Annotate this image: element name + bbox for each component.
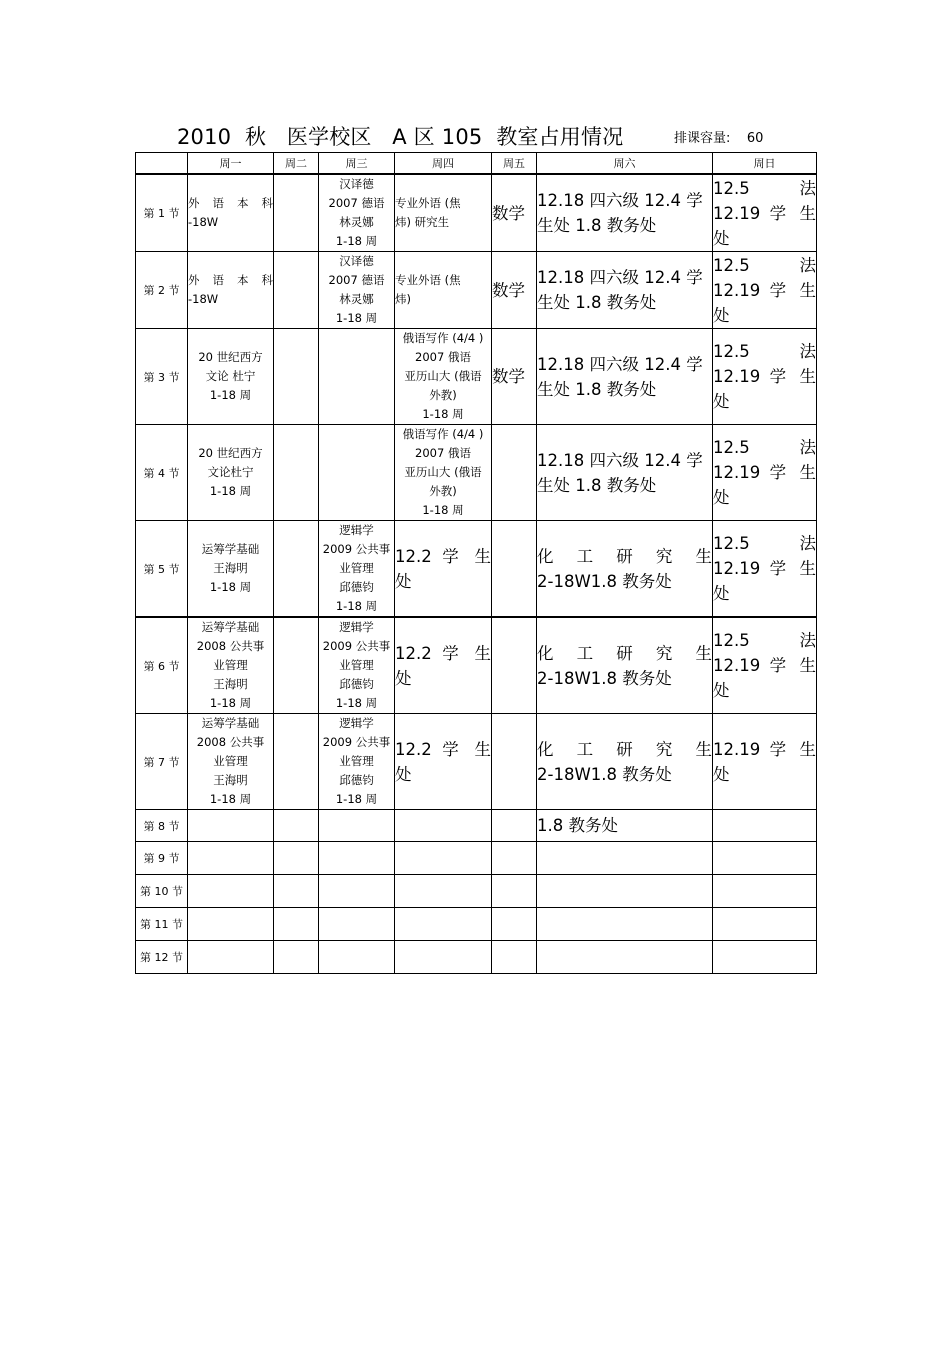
period-label: 第 4 节: [136, 425, 188, 521]
cell-wed: 逻辑学 2009 公共事 业管理 邱德钧 1-18 周: [319, 714, 395, 810]
cell-mon: 运筹学基础 2008 公共事 业管理 王海明 1-18 周: [188, 714, 274, 810]
cell-sun: [713, 617, 817, 714]
cell-line: 2-18W1.8 教务处: [537, 764, 672, 784]
table-row: [136, 425, 817, 521]
cell-fri: [492, 908, 537, 941]
cell-line: 2-18W1.8 教务处: [537, 571, 672, 591]
header-thu: 周四: [395, 153, 492, 175]
cell-sun: [713, 329, 817, 425]
period-label: 第 8 节: [136, 810, 188, 842]
cell-mon: [188, 908, 274, 941]
cell-fri: 数学: [492, 174, 537, 252]
cell-line: 处: [713, 305, 730, 325]
cell-thu: [395, 521, 492, 618]
cell-line: 处: [713, 584, 730, 603]
schedule-table: [135, 152, 817, 974]
cell-line: 处: [713, 764, 730, 784]
period-label: 第 12 节: [136, 941, 188, 974]
cell-sat: 12.18 四六级 12.4 学生处 1.8 教务处: [537, 174, 713, 252]
cell-fri: [492, 941, 537, 974]
cell-sat: 12.18 四六级 12.4 学生处 1.8 教务处: [537, 252, 713, 329]
table-row: [136, 174, 817, 252]
capacity-label: 排课容量: 60: [674, 131, 764, 146]
cell-thu: [395, 941, 492, 974]
cell-sat: [537, 714, 713, 810]
cell-line: 12.2 学 生: [395, 739, 491, 759]
cell-line: 12.2 学 生: [395, 643, 491, 663]
cell-sun: [713, 714, 817, 810]
cell-fri: [492, 617, 537, 714]
cell-tue: [274, 941, 319, 974]
cell-sun: [713, 875, 817, 908]
cell-wed: [319, 875, 395, 908]
cell-line: 12.19 学 生: [713, 280, 816, 300]
cell-mon: 运筹学基础 王海明 1-18 周: [188, 521, 274, 618]
cell-fri: [492, 425, 537, 521]
header-sun: 周日: [713, 153, 817, 175]
cell-wed: [319, 810, 395, 842]
cell-line: 化 工 研 究 生: [537, 643, 712, 663]
cell-line: 12.5 法: [713, 631, 816, 650]
cell-thu: 俄语写作 (4/4 ) 2007 俄语 亚历山大 (俄语 外教) 1-18 周: [395, 425, 492, 521]
table-row: [136, 617, 817, 714]
cell-line: 12.19 学 生: [713, 463, 816, 482]
cell-line: 处: [713, 488, 730, 507]
table-row: [136, 941, 817, 974]
cell-mon: [188, 875, 274, 908]
cell-sun: [713, 842, 817, 875]
period-label: 第 5 节: [136, 521, 188, 618]
header-mon: 周一: [188, 153, 274, 175]
cell-wed: 逻辑学 2009 公共事 业管理 邱德钧 1-18 周: [319, 617, 395, 714]
cell-line: 外 语 本 科: [188, 273, 273, 287]
cell-line: 外 语 本 科: [188, 196, 273, 210]
cell-line: 12.5 法: [713, 342, 816, 361]
cell-thu: [395, 908, 492, 941]
header-row: [136, 153, 817, 175]
cell-line: 处: [395, 668, 412, 688]
cell-thu: [395, 810, 492, 842]
cell-thu: 俄语写作 (4/4 ) 2007 俄语 亚历山大 (俄语 外教) 1-18 周: [395, 329, 492, 425]
cell-tue: [274, 908, 319, 941]
cell-sat: [537, 842, 713, 875]
header-wed: 周三: [319, 153, 395, 175]
cell-mon: [188, 174, 274, 252]
period-label: 第 2 节: [136, 252, 188, 329]
cell-line: 12.19 学 生: [713, 656, 816, 675]
cell-sun: [713, 908, 817, 941]
cell-thu: [395, 842, 492, 875]
cell-wed: 汉译德 2007 德语 林灵娜 1-18 周: [319, 252, 395, 329]
cell-line: 处: [713, 392, 730, 411]
cell-mon: [188, 941, 274, 974]
cell-tue: [274, 842, 319, 875]
period-label: 第 3 节: [136, 329, 188, 425]
cell-line: 12.5 法: [713, 178, 816, 198]
cell-tue: [274, 617, 319, 714]
cell-tue: [274, 521, 319, 618]
cell-line: 炜): [395, 292, 411, 306]
cell-tue: [274, 425, 319, 521]
cell-line: 处: [713, 228, 730, 248]
cell-sun: [713, 252, 817, 329]
cell-line: 处: [395, 571, 412, 591]
table-row: [136, 714, 817, 810]
cell-sat: 12.18 四六级 12.4 学生处 1.8 教务处: [537, 329, 713, 425]
cell-sat: [537, 875, 713, 908]
cell-thu: [395, 875, 492, 908]
cell-thu: [395, 617, 492, 714]
cell-line: 12.2 学 生: [395, 546, 491, 566]
cell-wed: [319, 842, 395, 875]
cell-tue: [274, 174, 319, 252]
cell-tue: [274, 714, 319, 810]
cell-wed: [319, 425, 395, 521]
cell-line: 炜) 研究生: [395, 215, 450, 229]
cell-fri: 数学: [492, 329, 537, 425]
cell-fri: [492, 521, 537, 618]
cell-line: 专业外语 (焦: [395, 273, 461, 287]
period-label: 第 6 节: [136, 617, 188, 714]
cell-mon: 运筹学基础 2008 公共事 业管理 王海明 1-18 周: [188, 617, 274, 714]
cell-fri: [492, 875, 537, 908]
cell-line: 处: [395, 764, 412, 784]
period-label: 第 10 节: [136, 875, 188, 908]
header-tue: 周二: [274, 153, 319, 175]
cell-tue: [274, 810, 319, 842]
period-label: 第 9 节: [136, 842, 188, 875]
cell-sat: 1.8 教务处: [537, 810, 713, 842]
table-row: [136, 521, 817, 618]
table-row: [136, 842, 817, 875]
header-fri: 周五: [492, 153, 537, 175]
cell-wed: 汉译德 2007 德语 林灵娜 1-18 周: [319, 174, 395, 252]
table-row: [136, 810, 817, 842]
cell-mon: [188, 252, 274, 329]
cell-line: 12.19 学 生: [713, 367, 816, 386]
cell-thu: [395, 252, 492, 329]
cell-fri: 数学: [492, 252, 537, 329]
cell-line: -18W: [188, 215, 219, 229]
cell-line: -18W: [188, 292, 219, 306]
cell-line: 12.5 法: [713, 438, 816, 457]
period-label: 第 11 节: [136, 908, 188, 941]
cell-sat: [537, 617, 713, 714]
cell-sun: [713, 941, 817, 974]
cell-sat: [537, 521, 713, 618]
table-row: [136, 329, 817, 425]
cell-line: 2-18W1.8 教务处: [537, 668, 672, 688]
cell-line: 处: [713, 681, 730, 700]
header-corner: [136, 153, 188, 175]
cell-line: 12.5 法: [713, 255, 816, 275]
cell-tue: [274, 252, 319, 329]
cell-line: 12.19 学 生: [713, 203, 816, 223]
cell-line: 化 工 研 究 生: [537, 739, 712, 759]
cell-mon: [188, 842, 274, 875]
cell-wed: 逻辑学 2009 公共事 业管理 邱德钧 1-18 周: [319, 521, 395, 618]
cell-mon: 20 世纪西方 文论杜宁 1-18 周: [188, 425, 274, 521]
cell-sun: [713, 810, 817, 842]
cell-line: 12.19 学 生: [713, 559, 816, 578]
cell-wed: [319, 908, 395, 941]
cell-wed: [319, 329, 395, 425]
cell-thu: [395, 714, 492, 810]
cell-sun: [713, 521, 817, 618]
cell-tue: [274, 875, 319, 908]
cell-sat: [537, 941, 713, 974]
period-label: 第 1 节: [136, 174, 188, 252]
table-row: [136, 908, 817, 941]
cell-line: 12.19 学 生: [713, 739, 816, 759]
cell-sat: 12.18 四六级 12.4 学生处 1.8 教务处: [537, 425, 713, 521]
cell-tue: [274, 329, 319, 425]
cell-thu: [395, 174, 492, 252]
cell-line: 12.5 法: [713, 534, 816, 553]
cell-mon: [188, 810, 274, 842]
table-row: [136, 875, 817, 908]
cell-fri: [492, 842, 537, 875]
cell-line: 专业外语 (焦: [395, 196, 461, 210]
cell-fri: [492, 810, 537, 842]
cell-mon: 20 世纪西方 文论 杜宁 1-18 周: [188, 329, 274, 425]
cell-wed: [319, 941, 395, 974]
cell-line: 化 工 研 究 生: [537, 546, 712, 566]
header-sat: 周六: [537, 153, 713, 175]
period-label: 第 7 节: [136, 714, 188, 810]
cell-sun: [713, 174, 817, 252]
cell-sun: [713, 425, 817, 521]
page-title: 2010 秋 医学校区 A 区 105 教室占用情况: [177, 125, 624, 149]
table-row: [136, 252, 817, 329]
cell-sat: [537, 908, 713, 941]
cell-fri: [492, 714, 537, 810]
